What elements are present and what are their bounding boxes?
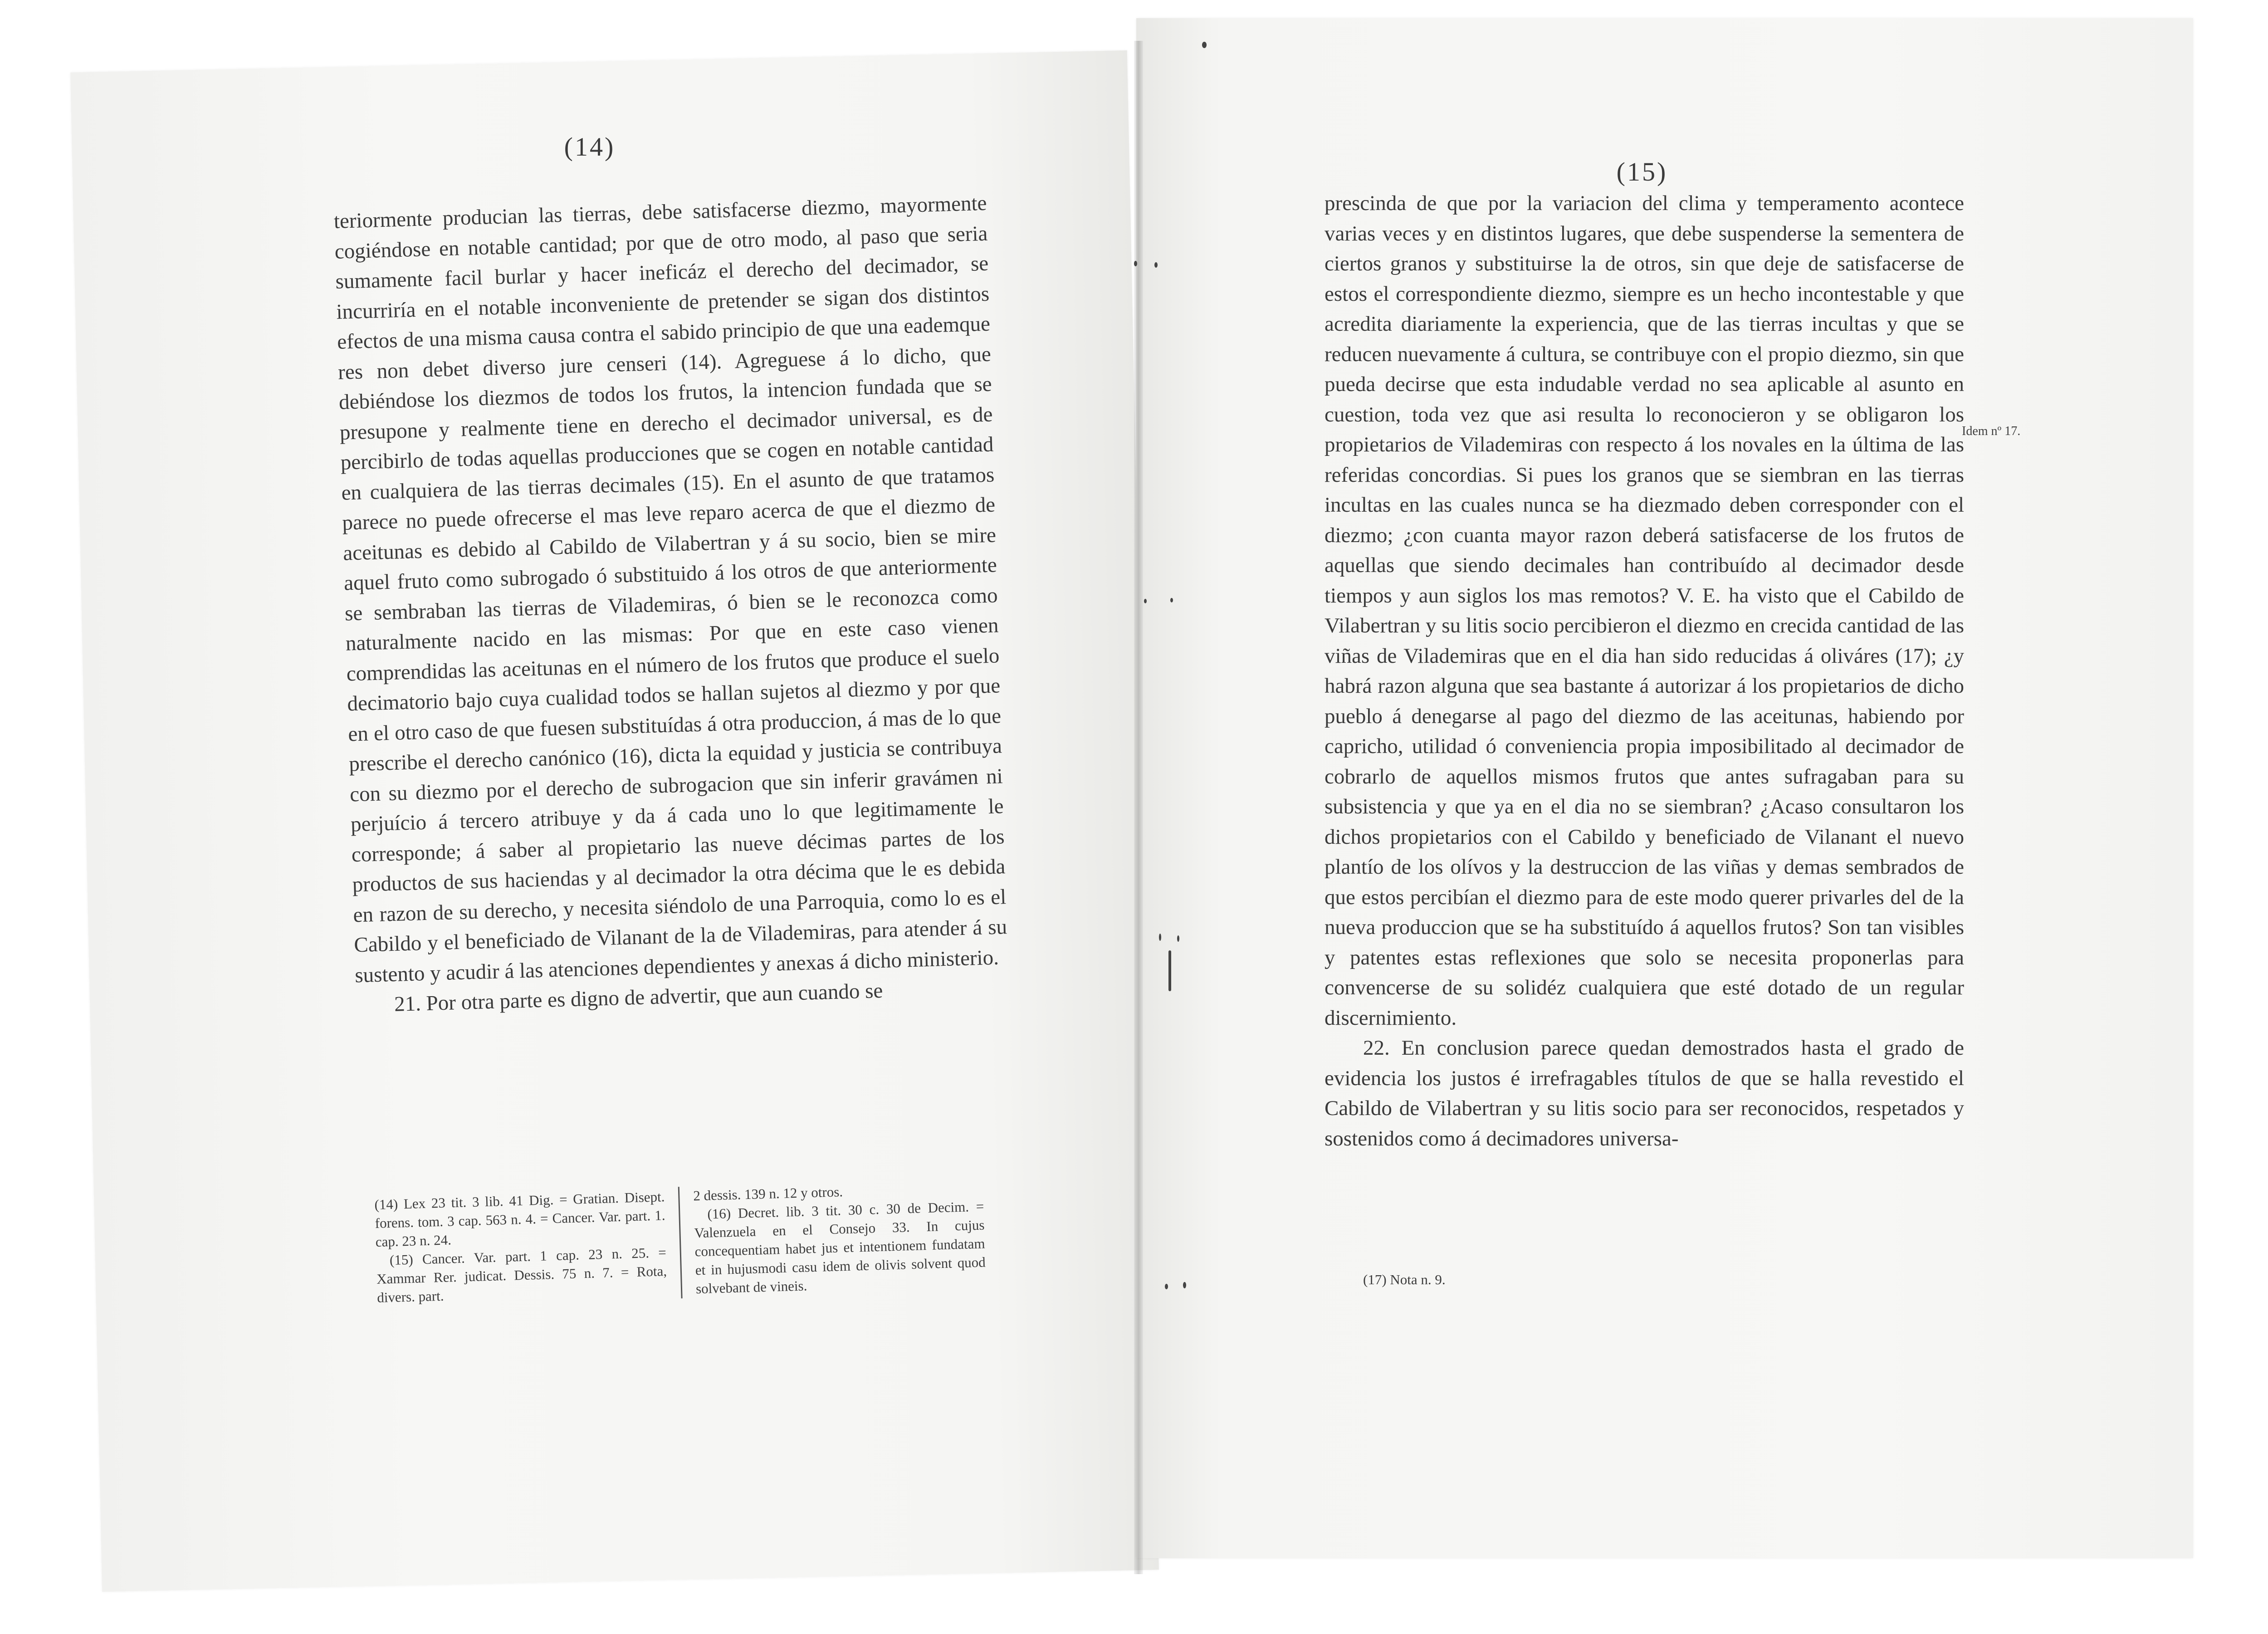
page-number: (14) bbox=[564, 132, 616, 161]
binding-mark bbox=[1159, 934, 1161, 941]
footnote: (17) Nota n. 9. bbox=[1363, 1272, 1446, 1287]
right-page-body bbox=[1325, 188, 1964, 1154]
footnote-column bbox=[693, 1179, 987, 1298]
margin-note: Idem nº 17. bbox=[1962, 424, 2021, 438]
footnote-column bbox=[374, 1187, 668, 1307]
binding-mark bbox=[1170, 598, 1173, 602]
footnotes bbox=[374, 1178, 994, 1307]
footnote: (15) Cancer. Var. part. 1 cap. 23 n. 25. = Xammar Rer. judicat. Dessis. 75 n. 7. = Rota, divers. part. bbox=[376, 1244, 667, 1306]
binding-mark bbox=[1165, 1284, 1168, 1289]
binding-mark bbox=[1177, 935, 1179, 942]
binding-mark bbox=[1168, 950, 1171, 991]
body-paragraph: 22. En conclusion parece quedan demostrados hasta el grado de evidencia los justos é irrefragables títulos de que se halla revestido el Cabildo de Vilabertran y su litis socio para ser reconocidos, respetados y sostenidos como á decimadores universa- bbox=[1325, 1036, 1964, 1150]
body-paragraph: teriormente producian las tierras, debe satisfacerse diezmo, mayormente cogiéndose en notable cantidad; por que de otro modo, al paso que seria sumamente facil burlar y hacer ineficáz el derecho del decimador, se incurriría en el notable inconveniente de pretender se sigan dos distintos efectos de una misma causa contra el sabido principio de que una eademque res non debet diverso jure censeri (14). Agreguese á lo dicho, que debiéndose los diezmos de todos los frutos, la intencion fundada que se presupone y realmente tiene en derecho el decimador universal, es de percibirlo de todas aquellas producciones que se cogen en notable cantidad en cualquiera de las tierras decimales (15). En el asunto de que tratamos parece no puede ofrecerse el mas leve reparo acerca de que el diezmo de aceitunas es debido al Cabildo de Vilabertran y á su socio, bien se mire aquel fruto como subrogado ó substituido á los otros de que anteriormente se sembraban las tierras de Vilademiras, ó bien se le reconozca como naturalmente nacido en las mismas: Por que en este caso vienen comprendidas las aceitunas en el número de los frutos que produce el suelo decimatorio bajo cuya cualidad todos se hallan sujetos al diezmo y por que en el otro caso de que fuesen substituídas á otra produccion, á mas de lo que prescribe el derecho canónico (16), dicta la equidad y justicia se contribuya con su diezmo por el derecho de subrogacion que sin inferir gravámen ni perjuício á tercero atribuye y da á cada uno lo que legitimamente le corresponde; á saber al propietario las nueve décimas partes de los productos de sus haciendas y al decimador la otra décima que le es debida en razon de su derecho, y necesita siéndolo de una Parroquia, como lo es el Cabildo y el beneficiado de Vilanant de la de Vilademiras, para atender á su sustento y acudir á las atenciones dependientes y anexas á dicho ministerio. bbox=[333, 191, 1007, 987]
page-number: (15) bbox=[1616, 157, 1668, 186]
binding-mark bbox=[1154, 262, 1158, 268]
binding-mark bbox=[1202, 42, 1207, 48]
footnote: (16) Decret. lib. 3 tit. 30 c. 30 de Decim. = Valenzuela en el Consejo 33. In cujus concequentiam habet jus et intentionem fundatam et in hujusmodi casu idem de olivis solvent quod solvebant de vineis. bbox=[694, 1198, 986, 1297]
binding-mark bbox=[1144, 599, 1147, 603]
footnote: (14) Lex 23 tit. 3 lib. 41 Dig. = Gratian. Disept. forens. tom. 3 cap. 563 n. 4. = Cancer. Var. part. 1. cap. 23 n. 24. bbox=[374, 1189, 665, 1250]
footnote: 2 dessis. 139 n. 12 y otros. bbox=[693, 1184, 843, 1204]
footnote-divider bbox=[678, 1187, 683, 1298]
left-page-body bbox=[333, 188, 1009, 1021]
binding-mark bbox=[1183, 1282, 1186, 1288]
body-paragraph: 21. Por otra parte es digno de advertir, que aun cuando se bbox=[394, 978, 883, 1016]
body-paragraph: prescinda de que por la variacion del clima y temperamento acontece varias veces y en distintos lugares, que debe suspenderse la sementera de ciertos granos y substituirse la de otros, sin que deje de satisfacerse de estos el correspondiente diezmo, siempre es un hecho incontestable y que acredita diariamente la experiencia, que de las tierras incultas y que se reducen nuevamente á cultura, se contribuye con el propio diezmo, sin que pueda decirse que esta indudable verdad no sea aplicable al asunto en cuestion, toda vez que asi resulta lo reconocieron y se obligaron los propietarios de Vilademiras con respecto á los novales en la última de las referidas concordias. Si pues los granos que se siembran en las tierras incultas en las cuales nunca se ha diezmado deben corresponder con el diezmo; ¿con cuanta mayor razon deberá satisfacerse de los frutos de aquellas que siendo decimales han contribuído al decimador desde tiempos y aun siglos los mas remotos? V. E. ha visto que el Cabildo de Vilabertran y su litis socio percibieron el diezmo en crecida cantidad de las viñas de Vilademiras que en el dia han sido reducidas á oliváres (17); ¿y habrá razon alguna que sea bastante á autorizar á los propietarios de dicho pueblo á denegarse al pago del diezmo de las aceitunas, habiendo por capricho, utilidad ó conveniencia propia imposibilitado al decimador de cobrarlo de aquellos mismos frutos que antes sufragaban para su subsistencia y que ya en el dia no se siembran? ¿Acaso consultaron los dichos propietarios con el Cabildo y beneficiado de Vilanant el nuevo plantío de los olívos y la destruccion de las viñas y demas sembrados de que estos percibían el diezmo para de este modo querer privarles del de la nueva produccion que se ha substituído á aquellos frutos? Son tan visibles y patentes estas reflexiones que solo se necesita proponerlas para convencerse de su solidéz cualquiera que esté dotado de un regular discernimiento. bbox=[1325, 191, 1964, 1030]
book-gutter bbox=[1134, 41, 1143, 1574]
binding-mark bbox=[1134, 261, 1137, 266]
